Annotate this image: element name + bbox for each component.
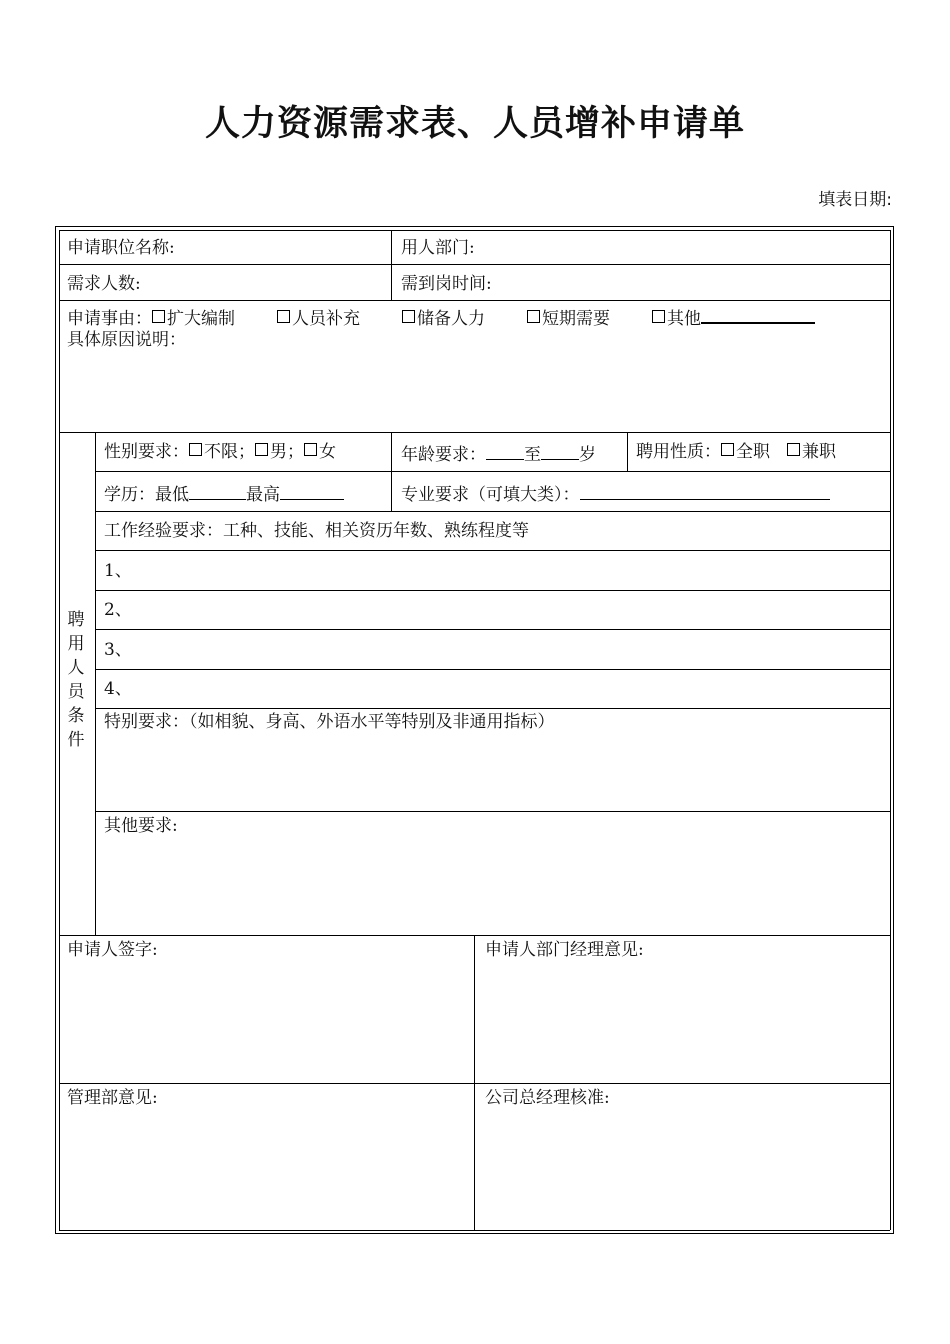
- fill-date-label: 填表日期:: [818, 190, 892, 210]
- reason-label: 申请事由：: [67, 309, 152, 329]
- reason-option-other: 其他: [667, 309, 701, 329]
- major-blank[interactable]: [580, 481, 830, 500]
- reason-option-expand: 扩大编制: [167, 309, 235, 329]
- age-unit: 岁: [579, 445, 596, 465]
- grid-line: [95, 811, 890, 812]
- grid-line: [59, 1230, 890, 1231]
- checkbox[interactable]: [787, 443, 800, 456]
- other-reason-blank[interactable]: [701, 304, 815, 324]
- reason-option-short-term: 短期需要: [542, 309, 610, 329]
- special-requirement-label: 特别要求：（如相貌、身高、外语水平等特别及非通用指标）: [104, 712, 555, 732]
- experience-item-1: 1、: [104, 561, 132, 581]
- education-max-blank[interactable]: [280, 481, 344, 500]
- employment-option-part-time: 兼职: [802, 442, 836, 462]
- experience-label: 工作经验要求：工种、技能、相关资历年数、熟练程度等: [104, 521, 529, 541]
- reason-option-replace: 人员补充: [292, 309, 360, 329]
- management-opinion-label: 管理部意见:: [67, 1088, 158, 1108]
- checkbox[interactable]: [277, 310, 290, 323]
- checkbox[interactable]: [189, 443, 202, 456]
- applicant-signature-label: 申请人签字:: [67, 940, 158, 960]
- checkbox[interactable]: [721, 443, 734, 456]
- dept-manager-opinion-label: 申请人部门经理意见:: [485, 940, 644, 960]
- major-label: 专业要求（可填大类）：: [401, 485, 580, 505]
- checkbox[interactable]: [255, 443, 268, 456]
- grid-line: [391, 230, 392, 300]
- grid-line: [95, 669, 890, 670]
- grid-line: [627, 432, 628, 471]
- age-label: 年龄要求：: [401, 445, 486, 465]
- grid-line: [95, 629, 890, 630]
- grid-line: [95, 590, 890, 591]
- checkbox[interactable]: [304, 443, 317, 456]
- employment-type: [636, 441, 836, 463]
- grid-line: [59, 300, 890, 301]
- grid-line: [95, 511, 890, 512]
- conditions-side-label: [64, 608, 88, 752]
- other-requirement-label: 其他要求:: [104, 816, 178, 836]
- gender-label: 性别要求：: [104, 442, 189, 462]
- side-char: 人: [67, 658, 85, 678]
- employment-option-full-time: 全职: [736, 442, 770, 462]
- age-max-blank[interactable]: [541, 441, 579, 460]
- grid-line: [95, 471, 890, 472]
- checkbox[interactable]: [527, 310, 540, 323]
- reason-detail-label: 具体原因说明：: [67, 330, 186, 350]
- side-char: 聘: [67, 610, 85, 630]
- checkbox[interactable]: [152, 310, 165, 323]
- side-char: 条: [67, 706, 85, 726]
- grid-line: [95, 550, 890, 551]
- experience-item-4: 4、: [104, 679, 132, 699]
- age-to: 至: [524, 445, 541, 465]
- employment-label: 聘用性质：: [636, 442, 721, 462]
- education-min-label: 最低: [155, 485, 189, 505]
- education-max-label: 最高: [246, 485, 280, 505]
- grid-line: [59, 230, 890, 231]
- gender-option-male: 男；: [270, 442, 304, 462]
- age-min-blank[interactable]: [486, 441, 524, 460]
- position-name-label: 申请职位名称:: [67, 238, 175, 258]
- experience-item-3: 3、: [104, 640, 132, 660]
- education-min-blank[interactable]: [189, 481, 246, 500]
- grid-line: [474, 935, 475, 1230]
- side-char: 件: [67, 730, 85, 750]
- checkbox[interactable]: [402, 310, 415, 323]
- education-label: 学历：: [104, 485, 155, 505]
- gender-option-female: 女: [319, 442, 336, 462]
- gender-requirement: [104, 441, 336, 463]
- major-requirement: [401, 481, 830, 506]
- reason-line: [67, 304, 815, 330]
- side-char: 用: [67, 634, 85, 654]
- grid-line: [391, 432, 392, 511]
- grid-line: [890, 230, 891, 1230]
- gender-option-any: 不限；: [204, 442, 255, 462]
- grid-line: [59, 264, 890, 265]
- department-label: 用人部门:: [401, 238, 475, 258]
- experience-item-2: 2、: [104, 600, 132, 620]
- gm-approval-label: 公司总经理核准:: [485, 1088, 610, 1108]
- age-requirement: [401, 441, 596, 466]
- side-char: 员: [67, 682, 85, 702]
- checkbox[interactable]: [652, 310, 665, 323]
- arrival-time-label: 需到岗时间:: [401, 274, 492, 294]
- grid-line: [95, 432, 96, 935]
- grid-line: [59, 432, 890, 433]
- grid-line: [59, 230, 60, 1230]
- page-title: 人力资源需求表、人员增补申请单: [204, 104, 745, 144]
- education-requirement: [104, 481, 344, 506]
- reason-option-reserve: 储备人力: [417, 309, 485, 329]
- headcount-label: 需求人数:: [67, 274, 141, 294]
- grid-line: [95, 708, 890, 709]
